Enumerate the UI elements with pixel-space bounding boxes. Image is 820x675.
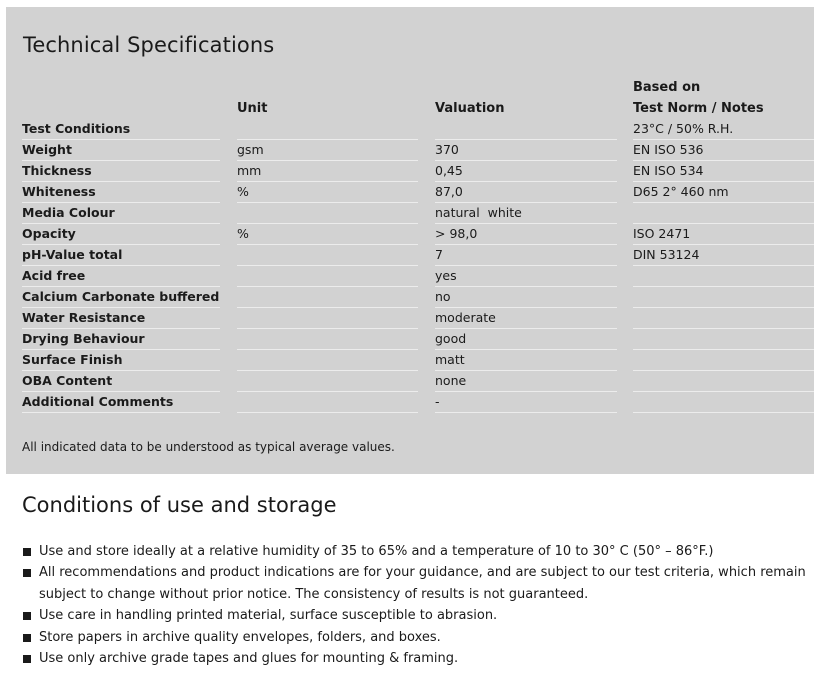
row-value: none — [435, 371, 617, 392]
table-row — [6, 371, 814, 392]
row-norm — [633, 371, 814, 392]
row-value: matt — [435, 350, 617, 371]
table-row — [6, 266, 814, 287]
norm-header-line-2: Test Norm / Notes — [633, 101, 764, 116]
row-value: natural white — [435, 203, 617, 224]
row-value: 7 — [435, 245, 617, 266]
row-label: Drying Behaviour — [22, 329, 220, 350]
table-row — [6, 161, 814, 182]
square-bullet-icon — [23, 634, 31, 642]
conditions-list — [22, 541, 812, 669]
row-label: Surface Finish — [22, 350, 220, 371]
list-item-text: Use care in handling printed material, surface susceptible to abrasion. — [39, 608, 498, 624]
row-unit: mm — [237, 161, 418, 182]
row-value: yes — [435, 266, 617, 287]
table-row — [6, 287, 814, 308]
table-row — [6, 308, 814, 329]
table-row — [6, 224, 814, 245]
row-label: Acid free — [22, 266, 220, 287]
row-unit — [237, 245, 418, 266]
row-norm: EN ISO 534 — [633, 161, 814, 182]
row-label: Additional Comments — [22, 392, 220, 413]
row-label: Opacity — [22, 224, 220, 245]
row-value: 0,45 — [435, 161, 617, 182]
table-row — [6, 329, 814, 350]
row-value: - — [435, 392, 617, 413]
table-row — [6, 119, 814, 140]
norm-header-line-1: Based on — [633, 80, 701, 95]
row-unit: gsm — [237, 140, 418, 161]
row-label: Thickness — [22, 161, 220, 182]
norm-column-header — [633, 77, 764, 119]
specifications-panel — [6, 7, 814, 474]
table-row — [6, 392, 814, 413]
list-item — [22, 648, 812, 669]
row-value — [435, 119, 617, 140]
row-norm — [633, 266, 814, 287]
row-norm — [633, 308, 814, 329]
row-unit — [237, 119, 418, 140]
row-value: > 98,0 — [435, 224, 617, 245]
list-item — [22, 605, 812, 626]
row-value: 87,0 — [435, 182, 617, 203]
row-norm: ISO 2471 — [633, 224, 814, 245]
row-unit — [237, 308, 418, 329]
row-unit: % — [237, 182, 418, 203]
row-label: Water Resistance — [22, 308, 220, 329]
row-value: good — [435, 329, 617, 350]
row-norm — [633, 329, 814, 350]
unit-column-header: Unit — [237, 101, 268, 116]
row-norm: D65 2° 460 nm — [633, 182, 814, 203]
row-label: Calcium Carbonate buffered — [22, 287, 220, 308]
list-item — [22, 541, 812, 562]
row-unit — [237, 371, 418, 392]
row-norm — [633, 350, 814, 371]
row-value: moderate — [435, 308, 617, 329]
row-unit: % — [237, 224, 418, 245]
list-item-text: Use only archive grade tapes and glues for mounting & framing. — [39, 651, 459, 667]
row-value: 370 — [435, 140, 617, 161]
row-norm: 23°C / 50% R.H. — [633, 119, 814, 140]
square-bullet-icon — [23, 655, 31, 663]
list-item — [22, 627, 812, 648]
specifications-title: Technical Specifications — [23, 33, 275, 57]
row-unit — [237, 392, 418, 413]
row-label: Weight — [22, 140, 220, 161]
row-label: Whiteness — [22, 182, 220, 203]
list-item-text: All recommendations and product indications are for your guidance, and are subject to our test criteria, which remain subject to change without prior notice. The consistency of results is not guaranteed. — [39, 565, 806, 602]
row-label: Test Conditions — [22, 119, 220, 140]
row-norm — [633, 392, 814, 413]
list-item — [22, 562, 812, 605]
row-norm: DIN 53124 — [633, 245, 814, 266]
row-unit — [237, 266, 418, 287]
row-label: pH-Value total — [22, 245, 220, 266]
row-unit — [237, 329, 418, 350]
row-value: no — [435, 287, 617, 308]
row-unit — [237, 287, 418, 308]
specifications-footnote: All indicated data to be understood as typical average values. — [22, 440, 395, 454]
row-norm: EN ISO 536 — [633, 140, 814, 161]
row-unit — [237, 203, 418, 224]
conditions-title: Conditions of use and storage — [22, 493, 337, 517]
table-row — [6, 203, 814, 224]
table-row — [6, 245, 814, 266]
square-bullet-icon — [23, 548, 31, 556]
row-label: Media Colour — [22, 203, 220, 224]
table-row — [6, 140, 814, 161]
table-row — [6, 182, 814, 203]
row-norm — [633, 287, 814, 308]
valuation-column-header: Valuation — [435, 101, 505, 116]
row-unit — [237, 350, 418, 371]
row-label: OBA Content — [22, 371, 220, 392]
square-bullet-icon — [23, 569, 31, 577]
row-norm — [633, 203, 814, 224]
list-item-text: Use and store ideally at a relative humidity of 35 to 65% and a temperature of 10 to 30° C (50° – 86°F.) — [39, 544, 714, 559]
square-bullet-icon — [23, 612, 31, 620]
list-item-text: Store papers in archive quality envelopes, folders, and boxes. — [39, 629, 441, 645]
table-row — [6, 350, 814, 371]
